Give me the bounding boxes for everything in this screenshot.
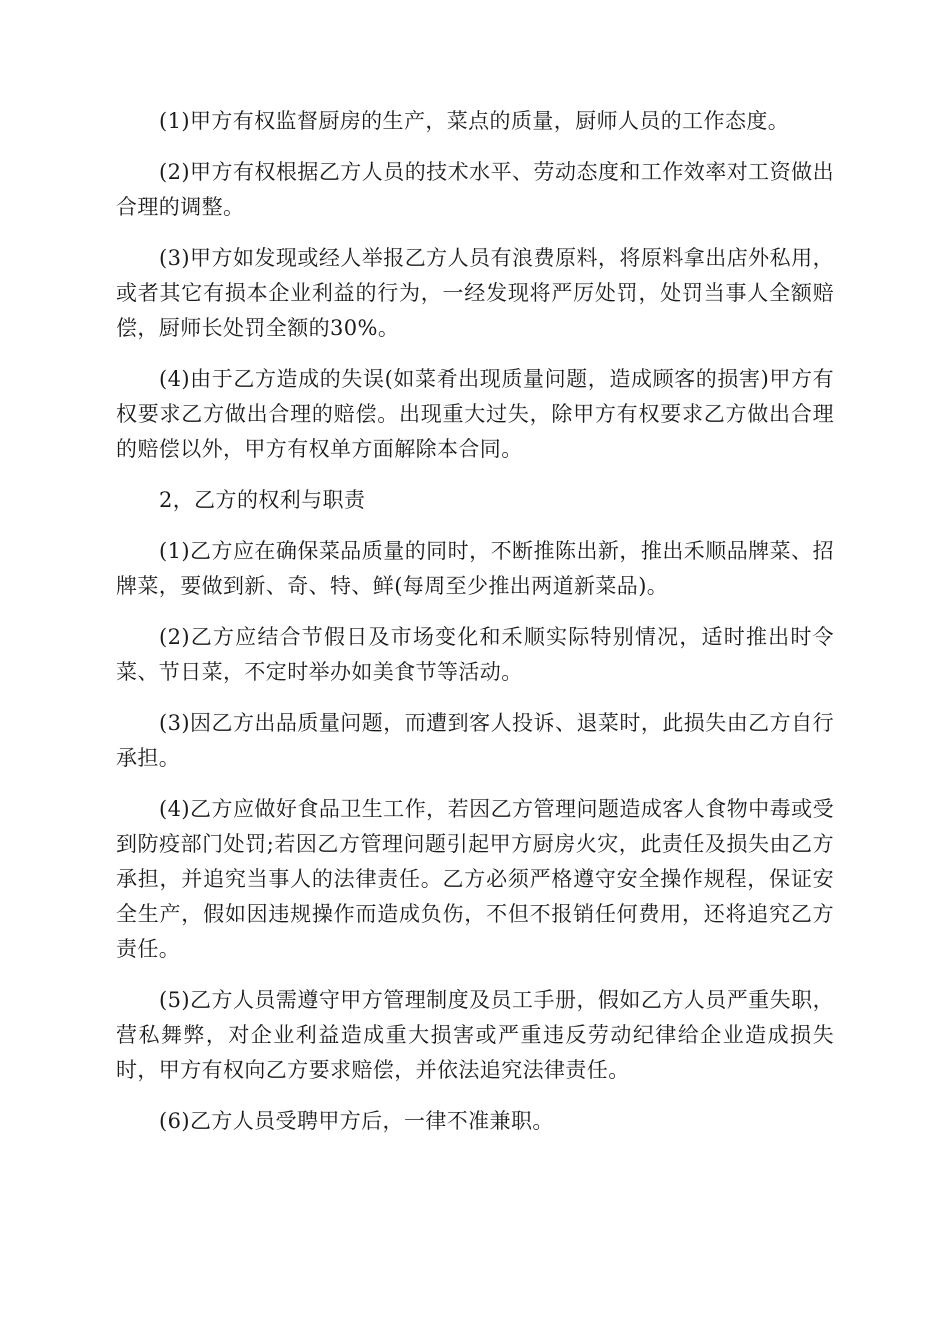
clause-party-a-1: (1)甲方有权监督厨房的生产，菜点的质量，厨师人员的工作态度。 <box>159 109 790 133</box>
clause-party-a-2: (2)甲方有权根据乙方人员的技术水平、劳动态度和工作效率对工资做出合理的调整。 <box>116 160 834 219</box>
clause-party-a-4: (4)由于乙方造成的失误(如菜肴出现质量问题，造成顾客的损害)甲方有权要求乙方做出合理的赔偿。出现重大过失，除甲方有权要求乙方做出合理的赔偿以外，甲方有权单方面解除本合同。 <box>116 367 834 461</box>
clause-party-b-6: (6)乙方人员受聘甲方后，一律不准兼职。 <box>159 1109 554 1133</box>
clause-party-b-5: (5)乙方人员需遵守甲方管理制度及员工手册，假如乙方人员严重失职，营私舞弊，对企业利益造成重大损害或严重违反劳动纪律给企业造成损失时，甲方有权向乙方要求赔偿，并依法追究法律责任。 <box>116 988 834 1082</box>
clause-party-b-4: (4)乙方应做好食品卫生工作，若因乙方管理问题造成客人食物中毒或受到防疫部门处罚;若因乙方管理问题引起甲方厨房火灾，此责任及损失由乙方承担，并追究当事人的法律责任。乙方必须严格遵守安全操作规程，保证安全生产，假如因违规操作而造成负伤，不但不报销任何费用，还将追究乙方责任。 <box>116 797 834 961</box>
clause-party-b-2: (2)乙方应结合节假日及市场变化和禾顺实际特别情况，适时推出时令菜、节日菜，不定时举办如美食节等活动。 <box>116 625 834 684</box>
document-page <box>116 104 834 1155</box>
clause-party-a-3: (3)甲方如发现或经人举报乙方人员有浪费原料，将原料拿出店外私用，或者其它有损本企业利益的行为，一经发现将严厉处罚，处罚当事人全额赔偿，厨师长处罚全额的30%。 <box>116 246 834 340</box>
clause-party-b-3: (3)因乙方出品质量问题，而遭到客人投诉、退菜时，此损失由乙方自行承担。 <box>116 711 834 770</box>
clause-party-b-1: (1)乙方应在确保菜品质量的同时，不断推陈出新，推出禾顺品牌菜、招牌菜，要做到新、奇、特、鲜(每周至少推出两道新菜品)。 <box>116 539 834 598</box>
section-heading-party-b: 2，乙方的权利与职责 <box>159 488 366 512</box>
